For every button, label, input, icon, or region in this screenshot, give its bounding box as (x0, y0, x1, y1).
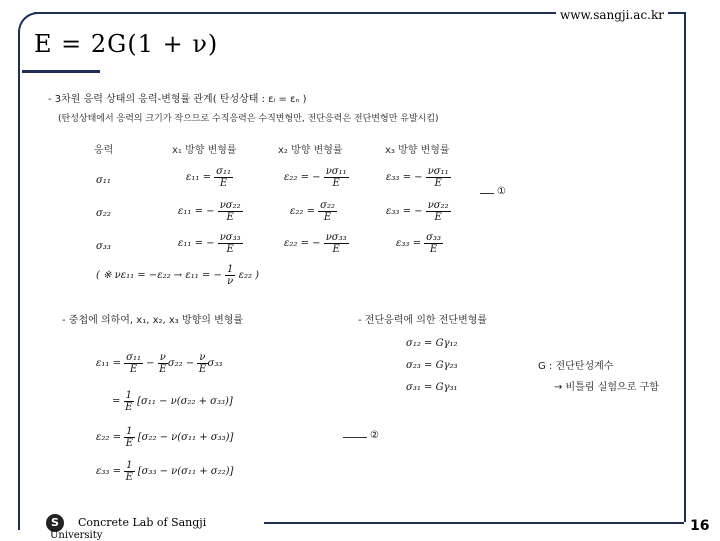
table-cell: ε₁₁ = − $\frac{\text{νσ₃₃}}{E}$ (178, 232, 241, 255)
column-header-x2: x₂ 방향 변형률 (278, 145, 343, 156)
column-header-x3: x₃ 방향 변형률 (385, 145, 450, 156)
shear-eq-12: σ₁₂ = Gγ₁₂ (406, 338, 458, 349)
page-number: 16 (690, 518, 710, 534)
stress-sigma11: σ₁₁ (96, 175, 111, 186)
slide-title-equation: E = 2G(1 + ν) (34, 30, 219, 58)
column-header-stress: 응력 (94, 145, 114, 156)
section3-heading: - 전단응력에 의한 전단변형률 (358, 315, 488, 326)
poisson-note: ( ※ νε₁₁ = −ε₂₂ → ε₁₁ = − $\frac{1}{\nu}$ ε₂₂ ) (96, 264, 260, 287)
table-cell: ε₁₁ = − $\frac{\text{νσ₂₂}}{E}$ (178, 200, 241, 223)
superposition-eq1: ε₁₁ = $\frac{\text{σ₁₁}}{E}$ − $\frac{\nu}{E}$ σ₂₂ − $\frac{\nu}{E}$ σ₃₃ (96, 352, 223, 375)
marker-1: ① (497, 186, 506, 197)
table-cell: ε₂₂ = − $\frac{\text{νσ₁₁}}{E}$ (284, 166, 347, 189)
column-header-x1: x₁ 방향 변형률 (172, 145, 237, 156)
site-url: www.sangji.ac.kr (556, 8, 668, 22)
table-cell: ε₃₃ = $\frac{\text{σ₃₃}}{E}$ (396, 232, 441, 255)
marker2-line (343, 437, 367, 438)
table-cell: ε₁₁ = $\frac{\text{σ₁₁}}{E}$ (186, 166, 231, 189)
footer-org-line2: University (50, 530, 103, 541)
shear-eq-23: σ₂₃ = Gγ₂₃ (406, 360, 458, 371)
frame-bottom-border (264, 522, 684, 524)
marker-2: ② (370, 430, 379, 441)
shear-modulus-note: → 비틀림 실험으로 구함 (554, 382, 659, 393)
section2-heading: - 중첩에 의하여, x₁, x₂, x₃ 방향의 변형률 (62, 315, 244, 326)
section1-heading: - 3차원 응력 상태의 응력-변형률 관계( 탄성상태 : εᵢ = εₙ ) (48, 94, 307, 105)
table-cell: ε₂₂ = $\frac{\text{σ₂₂}}{E}$ (290, 200, 335, 223)
table-cell: ε₃₃ = − $\frac{\text{νσ₂₂}}{E}$ (386, 200, 449, 223)
shear-modulus-label: G : 전단탄성계수 (538, 361, 614, 372)
superposition-eq3: ε₃₃ = $\frac{1}{E}$ [σ₃₃ − ν(σ₁₁ + σ₂₂)] (96, 460, 234, 483)
title-underline (22, 70, 100, 73)
section1-note: (탄성상태에서 응력의 크기가 작으므로 수직응력은 수직변형만, 전단응력은 전단변형만 유발시킴) (58, 114, 439, 124)
frame-right-border (684, 12, 686, 522)
stress-sigma33: σ₃₃ (96, 241, 111, 252)
table-cell: ε₃₃ = − $\frac{\text{νσ₁₁}}{E}$ (386, 166, 449, 189)
footer-org-line1: Concrete Lab of Sangji (78, 516, 207, 529)
marker1-line (480, 193, 494, 194)
superposition-eq1b: = $\frac{1}{E}$ [σ₁₁ − ν(σ₂₂ + σ₃₃)] (112, 390, 233, 413)
table-cell: ε₂₂ = − $\frac{\text{νσ₃₃}}{E}$ (284, 232, 347, 255)
university-logo: S (46, 514, 64, 532)
shear-eq-31: σ₃₁ = Gγ₃₁ (406, 382, 458, 393)
frame-left-border (18, 30, 20, 530)
superposition-eq2: ε₂₂ = $\frac{1}{E}$ [σ₂₂ − ν(σ₁₁ + σ₃₃)] (96, 426, 234, 449)
stress-sigma22: σ₂₂ (96, 208, 111, 219)
